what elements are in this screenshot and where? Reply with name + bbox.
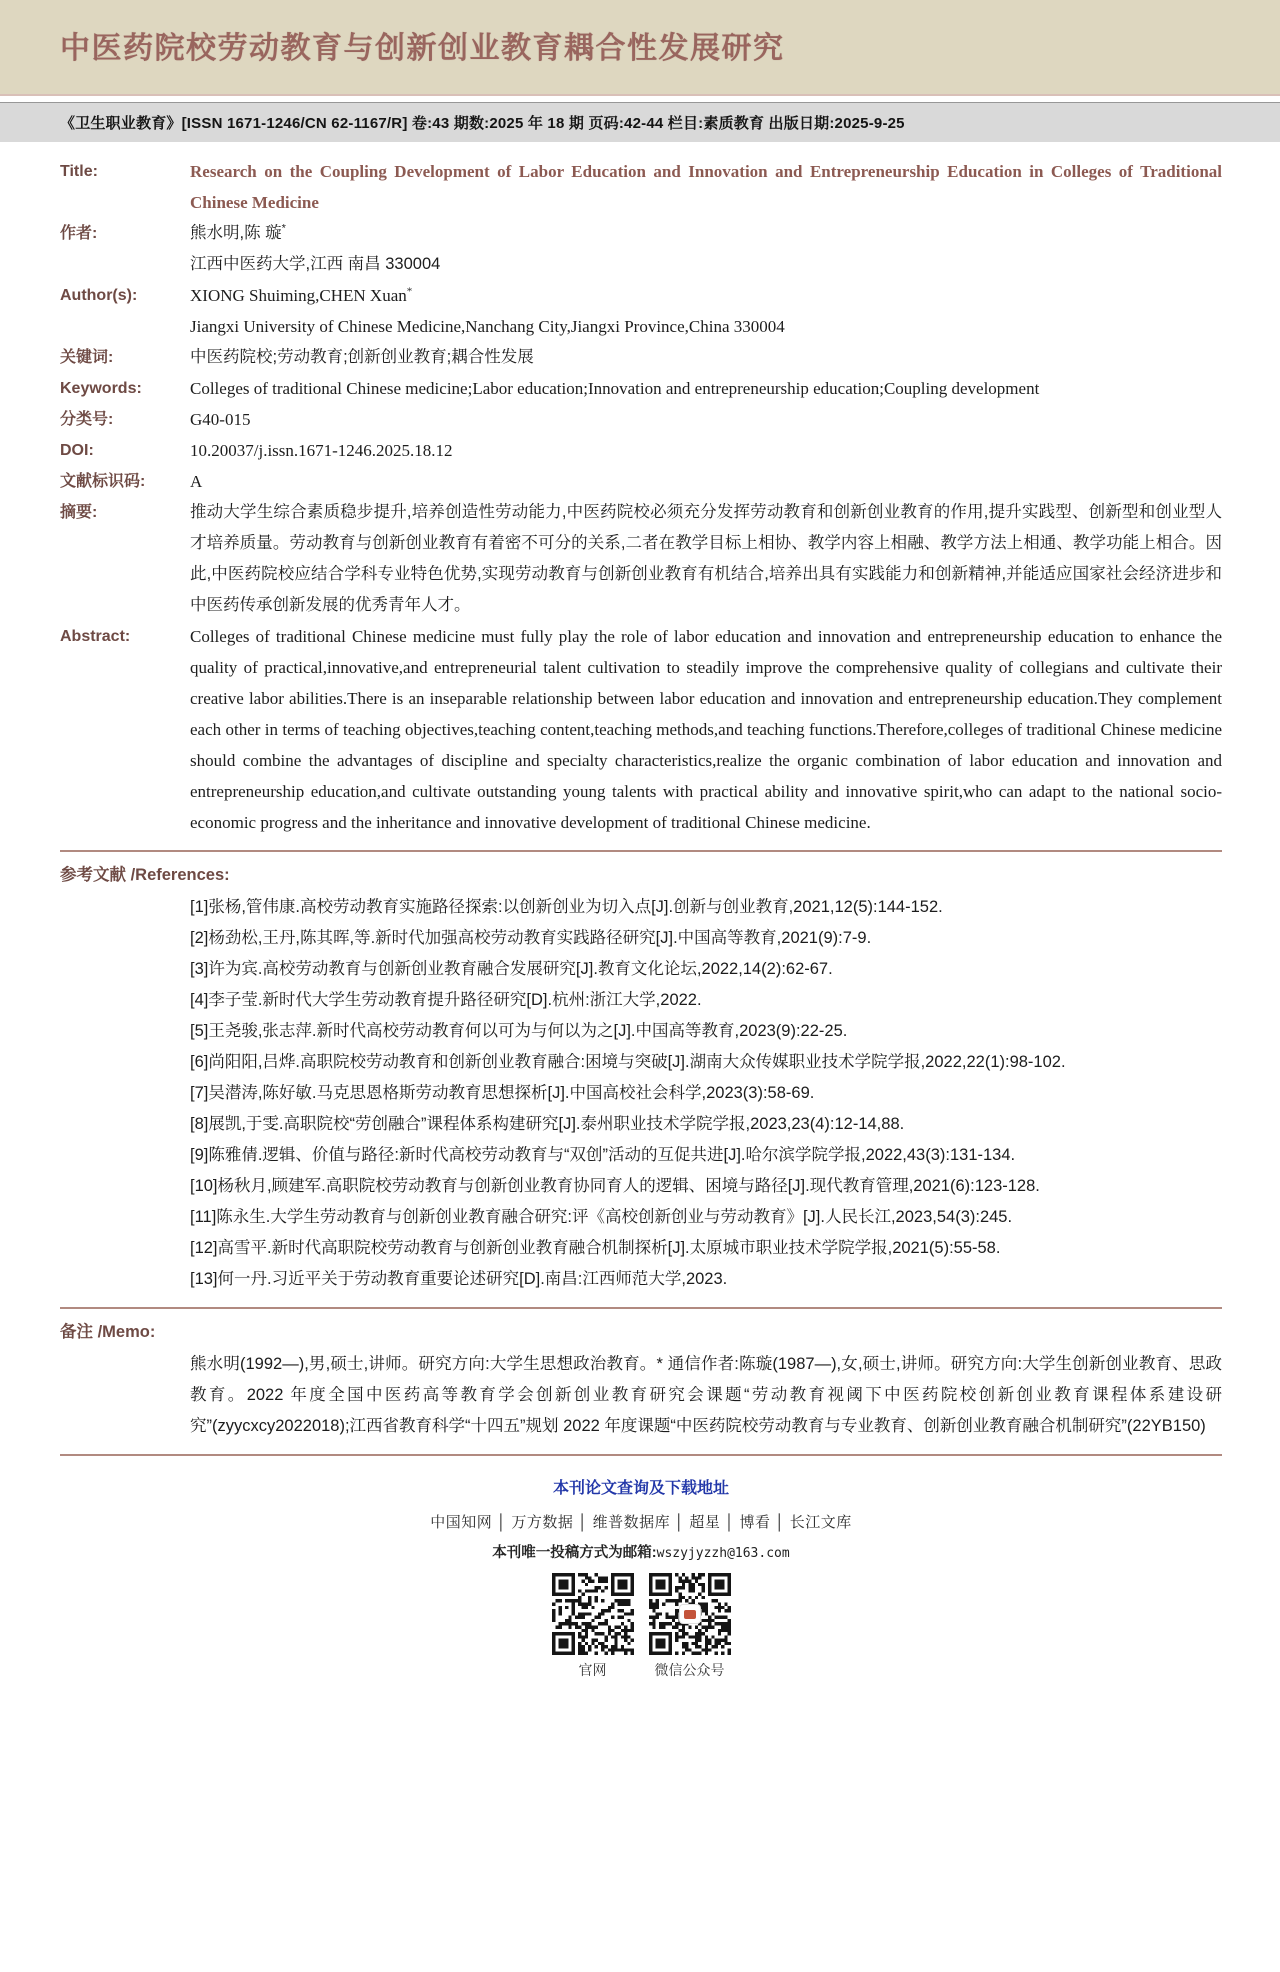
field-label-abstract-en: Abstract: (60, 628, 131, 645)
field-document-code (60, 466, 1222, 497)
field-value-document-code: A (190, 472, 203, 491)
authors-en-names: XIONG Shuiming,CHEN Xuan (190, 286, 407, 305)
field-doi (60, 435, 1222, 466)
field-label-keywords-en: Keywords: (60, 380, 142, 397)
field-value-classification: G40-015 (190, 410, 251, 429)
field-value-abstract-en: Colleges of traditional Chinese medicine must fully play the role of labor education and innovation and entrepreneurship education to enhance the quality of practical,innovative,and entrepreneurial talent cultivation to steadily improve the comprehensive quality of collegians and cultivate their creative labor abilities.There is an inseparable relationship between labor education and innovation and entrepreneurship education.They complement each other in terms of teaching objectives,teaching content,teaching methods,and teaching functions.Therefore,colleges of traditional Chinese medicine should combine the advantages of discipline and specialty characteristics,realize the organic combination of labor education and innovation and entrepreneurship education,and cultivate outstanding young talents with practical ability and innovative spirit,who can adapt to the national socio-economic progress and the inheritance and innovative development of traditional Chinese medicine. (190, 627, 1222, 832)
field-label-abstract-cn: 摘要: (60, 504, 98, 521)
references-heading: 参考文献 /References: (60, 866, 230, 884)
memo-text: 熊水明(1992—),男,硕士,讲师。研究方向:大学生思想政治教育。* 通信作者:陈璇(1987—),女,硕士,讲师。研究方向:大学生创新创业教育、思政教育。2022 年度全国中医药高等教育学会创新创业教育研究会课题“劳动教育视阈下中医药院校创新创业教育课程体系建设研究”(zyycxcy2022018);江西省教育科学“十四五”规划 2022 年度课题“中医药院校劳动教育与专业教育、创新创业教育融合机制研究”(22YB150) (190, 1355, 1222, 1435)
qr-code-wechat-image (649, 1573, 731, 1655)
section-divider (60, 1454, 1222, 1456)
corresponding-author-asterisk: * (406, 285, 413, 298)
field-value-abstract-cn: 推动大学生综合素质稳步提升,培养创造性劳动能力,中医药院校必须充分发挥劳动教育和创新创业教育的作用,提升实践型、创新型和创业型人才培养质量。劳动教育与创新创业教育有着密不可分的关系,二者在教学目标上相协、教学内容上相融、教学方法上相通、教学功能上相合。因此,中医药院校应结合学科专业特色优势,实现劳动教育与创新创业教育有机结合,培养出具有实践能力和创新精神,并能适应国家社会经济进步和中医药传承创新发展的优秀青年人才。 (190, 503, 1222, 614)
field-authors-cn (60, 218, 1222, 249)
field-value-affiliation-en: Jiangxi University of Chinese Medicine,Nanchang City,Jiangxi Province,China 330004 (190, 317, 785, 336)
field-value-authors-cn (190, 218, 1222, 249)
article-metadata (0, 142, 1280, 1680)
field-value-keywords-cn: 中医药院校;劳动教育;创新创业教育;耦合性发展 (190, 348, 534, 366)
field-affiliation-en (60, 311, 1222, 342)
field-value-affiliation-cn: 江西中医药大学,江西 南昌 330004 (190, 255, 441, 273)
qr-item-wechat (649, 1573, 731, 1680)
reference-item: [3]许为宾.高校劳动教育与创新创业教育融合发展研究[J].教育文化论坛,2022,14(2):62-67. (190, 960, 833, 978)
field-label-authors-cn: 作者: (60, 225, 98, 242)
field-affiliation-cn (60, 249, 1222, 280)
field-authors-en (60, 280, 1222, 311)
page-title: 中医药院校劳动教育与创新创业教育耦合性发展研究 (60, 32, 785, 65)
field-classification (60, 404, 1222, 435)
field-keywords-en (60, 373, 1222, 404)
reference-item: [4]李子莹.新时代大学生劳动教育提升路径研究[D].杭州:浙江大学,2022. (190, 991, 702, 1009)
field-abstract-cn (60, 497, 1222, 621)
qr-code-website-image (552, 1573, 634, 1655)
reference-item: [9]陈雅倩.逻辑、价值与路径:新时代高校劳动教育与“双创”活动的互促共进[J].哈尔滨学院学报,2022,43(3):131-134. (190, 1146, 1016, 1164)
journal-info-text: 《卫生职业教育》[ISSN 1671-1246/CN 62-1167/R] 卷:43 期数:2025 年 18 期 页码:42-44 栏目:素质教育 出版日期:2025-9-25 (60, 115, 905, 132)
reference-item: [12]高雪平.新时代高职院校劳动教育与创新创业教育融合机制探析[J].太原城市职业技术学院学报,2021(5):55-58. (190, 1239, 1001, 1257)
authors-cn-names: 熊水明,陈 璇 (190, 224, 282, 242)
journal-info-bar (0, 102, 1280, 142)
qr-code-row (60, 1573, 1222, 1680)
reference-item: [10]杨秋月,顾建军.高职院校劳动教育与创新创业教育协同育人的逻辑、困境与路径[J].现代教育管理,2021(6):123-128. (190, 1177, 1040, 1195)
section-divider (60, 1307, 1222, 1309)
field-label-document-code: 文献标识码: (60, 473, 146, 490)
field-label-doi: DOI: (60, 442, 94, 459)
field-value-doi: 10.20037/j.issn.1671-1246.2025.18.12 (190, 441, 453, 460)
corresponding-author-asterisk: * (281, 222, 286, 235)
reference-item: [7]吴潜涛,陈好敏.马克思恩格斯劳动教育思想探析[J].中国高校社会科学,2023(3):58-69. (190, 1084, 815, 1102)
footer-heading: 本刊论文查询及下载地址 (552, 1480, 729, 1497)
field-label-authors-en: Author(s): (60, 287, 138, 304)
field-keywords-cn (60, 342, 1222, 373)
journal-footer (60, 1464, 1222, 1680)
field-value-authors-en (190, 280, 1222, 311)
submission-email-line (60, 1541, 1222, 1562)
field-label-keywords-cn: 关键词: (60, 349, 114, 366)
field-title (60, 156, 1222, 218)
references-list (60, 892, 1222, 1295)
submission-email-label: 本刊唯一投稿方式为邮箱: (492, 1545, 657, 1561)
reference-item: [8]展凯,于雯.高职院校“劳创融合”课程体系构建研究[J].泰州职业技术学院学报,2023,23(4):12-14,88. (190, 1115, 905, 1133)
article-header (0, 0, 1280, 96)
section-divider (60, 850, 1222, 852)
reference-item: [6]尚阳阳,吕烨.高职院校劳动教育和创新创业教育融合:困境与突破[J].湖南大众传媒职业技术学院学报,2022,22(1):98-102. (190, 1053, 1066, 1071)
submission-email-address: wszyjyzzh@163.com (656, 1546, 790, 1561)
field-label-title: Title: (60, 163, 98, 180)
field-abstract-en (60, 621, 1222, 838)
qr-item-website (552, 1573, 634, 1680)
qr-label-website: 官网 (578, 1664, 607, 1679)
field-value-keywords-en: Colleges of traditional Chinese medicine;Labor education;Innovation and entrepreneurship education;Coupling development (190, 379, 1040, 398)
memo-heading: 备注 /Memo: (60, 1323, 156, 1341)
reference-item: [5]王尧骏,张志萍.新时代高校劳动教育何以可为与何以为之[J].中国高等教育,2023(9):22-25. (190, 1022, 848, 1040)
reference-item: [1]张杨,管伟康.高校劳动教育实施路径探索:以创新创业为切入点[J].创新与创业教育,2021,12(5):144-152. (190, 898, 943, 916)
field-label-classification: 分类号: (60, 411, 114, 428)
qr-label-wechat: 微信公众号 (654, 1664, 725, 1679)
journal-logo (680, 1605, 700, 1623)
field-value-title: Research on the Coupling Development of Labor Education and Innovation and Entrepreneurship Education in Colleges of Traditional Chinese Medicine (190, 162, 1222, 212)
database-links: 中国知网 │ 万方数据 │ 维普数据库 │ 超星 │ 博看 │ 长江文库 (430, 1514, 852, 1531)
reference-item: [2]杨劲松,王丹,陈其晖,等.新时代加强高校劳动教育实践路径研究[J].中国高等教育,2021(9):7-9. (190, 929, 872, 947)
reference-item: [11]陈永生.大学生劳动教育与创新创业教育融合研究:评《高校创新创业与劳动教育》[J].人民长江,2023,54(3):245. (190, 1208, 1013, 1226)
reference-item: [13]何一丹.习近平关于劳动教育重要论述研究[D].南昌:江西师范大学,2023. (190, 1270, 728, 1288)
